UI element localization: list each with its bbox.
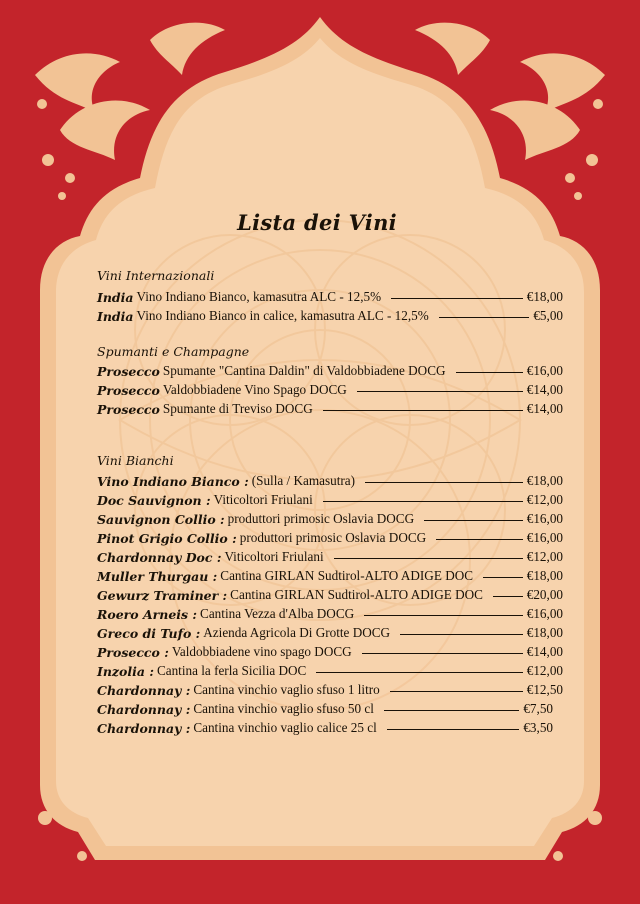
leader-line — [384, 710, 519, 711]
leader-line — [439, 317, 530, 318]
wine-price: €16,00 — [526, 606, 563, 621]
wine-desc: Spumante "Cantina Daldin" di Valdobbiadene DOCG — [162, 363, 446, 378]
list-item — [97, 362, 563, 380]
wine-desc: Viticoltori Friulani — [224, 549, 324, 564]
leader-line — [483, 577, 523, 578]
leader-line — [334, 558, 523, 559]
leader-line — [390, 691, 523, 692]
list-item — [97, 719, 553, 737]
section-heading-bianchi: Vini Bianchi — [97, 453, 174, 468]
wine-price: €7,50 — [523, 701, 553, 716]
leader-line — [387, 729, 520, 730]
leader-line — [365, 482, 523, 483]
leader-line — [456, 372, 523, 373]
wine-desc: (Sulla / Kamasutra) — [251, 473, 356, 488]
wine-name: Sauvignon Collio : — [97, 511, 225, 527]
list-item — [97, 700, 553, 718]
wine-price: €18,00 — [526, 568, 563, 583]
leader-line — [316, 672, 522, 673]
wine-name: Prosecco — [97, 401, 160, 417]
wine-name: Muller Thurgau : — [97, 568, 218, 584]
wine-name: Chardonnay : — [97, 720, 191, 736]
wine-name: Chardonnay Doc : — [97, 549, 222, 565]
leader-line — [362, 653, 523, 654]
wine-price: €16,00 — [526, 363, 563, 378]
wine-price: €20,00 — [526, 587, 563, 602]
wine-name: Roero Arneis : — [97, 606, 198, 622]
wine-price: €18,00 — [526, 625, 563, 640]
section-heading-internazionali: Vini Internazionali — [97, 268, 215, 283]
wine-desc: Cantina Vezza d'Alba DOCG — [200, 606, 355, 621]
wine-price: €14,00 — [526, 382, 563, 397]
wine-price: €12,00 — [526, 492, 563, 507]
list-item — [97, 548, 563, 566]
list-item — [97, 681, 563, 699]
list-item — [97, 510, 563, 528]
wine-name: Prosecco — [97, 363, 160, 379]
leader-line — [391, 298, 523, 299]
list-item — [97, 472, 563, 490]
wine-price: €12,50 — [526, 682, 563, 697]
wine-desc: Vino Indiano Bianco, kamasutra ALC - 12,5% — [136, 289, 382, 304]
wine-desc: produttori primosic Oslavia DOCG — [227, 511, 415, 526]
list-item — [97, 586, 563, 604]
wine-name: Chardonnay : — [97, 682, 191, 698]
leader-line — [493, 596, 523, 597]
wine-desc: Vino Indiano Bianco in calice, kamasutra ALC - 12,5% — [136, 308, 429, 323]
wine-price: €12,00 — [526, 663, 563, 678]
wine-name: Inzolia : — [97, 663, 154, 679]
wine-desc: Valdobbiadene Vino Spago DOCG — [162, 382, 347, 397]
list-item — [97, 307, 563, 325]
list-item — [97, 643, 563, 661]
wine-desc: Cantina vinchio vaglio sfuso 1 litro — [193, 682, 380, 697]
wine-desc: Cantina GIRLAN Sudtirol-ALTO ADIGE DOC — [220, 568, 474, 583]
list-item — [97, 605, 563, 623]
wine-price: €12,00 — [526, 549, 563, 564]
menu-content — [97, 0, 577, 904]
leader-line — [436, 539, 523, 540]
wine-name: Chardonnay : — [97, 701, 191, 717]
leader-line — [323, 410, 523, 411]
wine-desc: Cantina vinchio vaglio calice 25 cl — [193, 720, 377, 735]
section-heading-spumanti: Spumanti e Champagne — [97, 344, 250, 359]
list-item — [97, 529, 563, 547]
wine-desc: Cantina la ferla Sicilia DOC — [156, 663, 307, 678]
wine-desc: Spumante di Treviso DOCG — [162, 401, 313, 416]
wine-price: €18,00 — [526, 473, 563, 488]
wine-desc: Azienda Agricola Di Grotte DOCG — [203, 625, 391, 640]
wine-name: India — [97, 289, 134, 305]
wine-name: Pinot Grigio Collio : — [97, 530, 237, 546]
wine-desc: Cantina vinchio vaglio sfuso 50 cl — [193, 701, 374, 716]
wine-price: €14,00 — [526, 644, 563, 659]
wine-name: Gewurz Traminer : — [97, 587, 228, 603]
list-item — [97, 624, 563, 642]
list-item — [97, 400, 563, 418]
leader-line — [424, 520, 523, 521]
menu-title: Lista dei Vini — [237, 210, 397, 235]
wine-name: Vino Indiano Bianco : — [97, 473, 249, 489]
list-item — [97, 288, 563, 306]
wine-desc: Valdobbiadene vino spago DOCG — [171, 644, 352, 659]
wine-desc: produttori primosic Oslavia DOCG — [239, 530, 427, 545]
wine-price: €16,00 — [526, 511, 563, 526]
wine-name: Doc Sauvignon : — [97, 492, 211, 508]
list-item — [97, 567, 563, 585]
wine-price: €18,00 — [526, 289, 563, 304]
wine-price: €16,00 — [526, 530, 563, 545]
leader-line — [357, 391, 523, 392]
wine-name: India — [97, 308, 134, 324]
wine-name: Greco di Tufo : — [97, 625, 201, 641]
wine-desc: Viticoltori Friulani — [213, 492, 313, 507]
wine-price: €5,00 — [533, 308, 563, 323]
wine-name: Prosecco — [97, 382, 160, 398]
wine-price: €14,00 — [526, 401, 563, 416]
wine-desc: Cantina GIRLAN Sudtirol-ALTO ADIGE DOC — [230, 587, 483, 602]
leader-line — [364, 615, 523, 616]
leader-line — [400, 634, 523, 635]
list-item — [97, 491, 563, 509]
leader-line — [323, 501, 523, 502]
list-item — [97, 662, 563, 680]
wine-name: Prosecco : — [97, 644, 169, 660]
wine-price: €3,50 — [523, 720, 553, 735]
list-item — [97, 381, 563, 399]
